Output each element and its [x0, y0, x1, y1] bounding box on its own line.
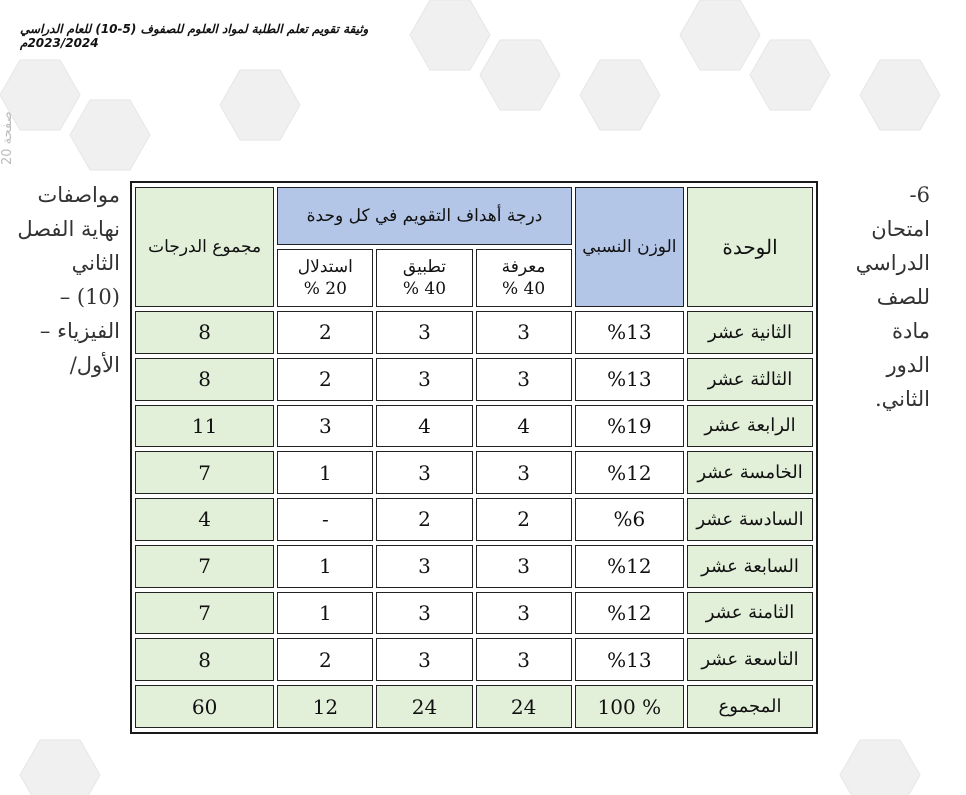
- cell-knowledge: 3: [476, 451, 572, 494]
- header-weight: الوزن النسبي: [575, 187, 684, 307]
- cell-application: 3: [376, 592, 472, 635]
- header-unit: الوحدة: [687, 187, 813, 307]
- section-title-line: الثاني.: [875, 387, 930, 411]
- cell-knowledge: 4: [476, 405, 572, 448]
- cell-unit: السابعة عشر: [687, 545, 813, 588]
- cell-unit: الثانية عشر: [687, 311, 813, 354]
- table-row: [135, 358, 813, 401]
- cell-reasoning: -: [277, 498, 373, 541]
- header-knowledge-label: معرفة: [501, 257, 546, 277]
- header-total: مجموع الدرجات: [135, 187, 274, 307]
- section-title-line: نهاية الفصل: [17, 217, 120, 241]
- header-application: [376, 249, 472, 307]
- table-row: [135, 545, 813, 588]
- cell-application: 3: [376, 638, 472, 681]
- cell-reasoning: 1: [277, 545, 373, 588]
- page-number: صفحة 20: [0, 111, 15, 165]
- cell-knowledge: 2: [476, 498, 572, 541]
- cell-weight: %13: [575, 358, 684, 401]
- header-knowledge: [476, 249, 572, 307]
- section-title-line: مواصفات: [37, 183, 120, 207]
- cell-application: 2: [376, 498, 472, 541]
- section-title-left: [17, 178, 120, 382]
- cell-total: 11: [135, 405, 274, 448]
- cell-unit: الثامنة عشر: [687, 592, 813, 635]
- cell-reasoning: 1: [277, 451, 373, 494]
- cell-reasoning: 2: [277, 638, 373, 681]
- cell-total: 7: [135, 545, 274, 588]
- cell-weight: %12: [575, 451, 684, 494]
- cell-weight: %6: [575, 498, 684, 541]
- section-title-line: الفيزياء –: [39, 319, 120, 343]
- cell-unit: الخامسة عشر: [687, 451, 813, 494]
- cell-reasoning: 2: [277, 358, 373, 401]
- section-title-right: [838, 178, 930, 416]
- cell-knowledge: 3: [476, 545, 572, 588]
- cell-reasoning: 3: [277, 405, 373, 448]
- section-title-line: 6-: [909, 183, 930, 207]
- totals-weight: % 100: [575, 685, 684, 728]
- section-title-line: للصف: [876, 285, 930, 309]
- table-row: [135, 405, 813, 448]
- section-title-line: امتحان: [871, 217, 930, 241]
- cell-application: 3: [376, 358, 472, 401]
- section-title-line: الأول/: [69, 353, 120, 377]
- totals-knowledge: 24: [476, 685, 572, 728]
- cell-total: 4: [135, 498, 274, 541]
- cell-knowledge: 3: [476, 638, 572, 681]
- header-application-pct: 40 %: [402, 279, 447, 299]
- cell-weight: %12: [575, 545, 684, 588]
- table-row: [135, 592, 813, 635]
- table-row: [135, 498, 813, 541]
- table-row: [135, 451, 813, 494]
- cell-total: 8: [135, 638, 274, 681]
- cell-total: 8: [135, 311, 274, 354]
- cell-application: 3: [376, 311, 472, 354]
- cell-unit: السادسة عشر: [687, 498, 813, 541]
- cell-weight: %12: [575, 592, 684, 635]
- totals-reasoning: 12: [277, 685, 373, 728]
- cell-unit: التاسعة عشر: [687, 638, 813, 681]
- section-title-line: الدور: [886, 353, 930, 377]
- cell-weight: %13: [575, 311, 684, 354]
- cell-total: 8: [135, 358, 274, 401]
- header-objectives-group: درجة أهداف التقويم في كل وحدة: [277, 187, 571, 245]
- table-row: [135, 311, 813, 354]
- header-reasoning-pct: 20 %: [303, 279, 347, 299]
- section-title-line: مادة: [891, 319, 930, 343]
- section-title-line: الثاني: [71, 251, 120, 275]
- cell-reasoning: 2: [277, 311, 373, 354]
- cell-weight: %19: [575, 405, 684, 448]
- header-reasoning-label: استدلال: [297, 257, 353, 277]
- cell-unit: الرابعة عشر: [687, 405, 813, 448]
- header-reasoning: [277, 249, 373, 307]
- header-knowledge-pct: 40 %: [501, 279, 546, 299]
- cell-weight: %13: [575, 638, 684, 681]
- totals-application: 24: [376, 685, 472, 728]
- cell-application: 3: [376, 545, 472, 588]
- cell-unit: الثالثة عشر: [687, 358, 813, 401]
- cell-total: 7: [135, 592, 274, 635]
- cell-application: 3: [376, 451, 472, 494]
- totals-total: 60: [135, 685, 274, 728]
- totals-label: المجموع: [687, 685, 813, 728]
- cell-application: 4: [376, 405, 472, 448]
- totals-row: [135, 685, 813, 728]
- table-row: [135, 638, 813, 681]
- specification-table: [130, 181, 818, 734]
- cell-total: 7: [135, 451, 274, 494]
- header-application-label: تطبيق: [402, 257, 447, 277]
- section-title-line: (10) –: [59, 285, 120, 309]
- cell-knowledge: 3: [476, 592, 572, 635]
- cell-knowledge: 3: [476, 358, 572, 401]
- cell-knowledge: 3: [476, 311, 572, 354]
- document-title: وثيقة تقويم تعلم الطلبة لمواد العلوم للصفوف (5-10) للعام الدراسي 2023/2024م: [20, 22, 369, 50]
- section-title-line: الدراسي: [855, 251, 930, 275]
- cell-reasoning: 1: [277, 592, 373, 635]
